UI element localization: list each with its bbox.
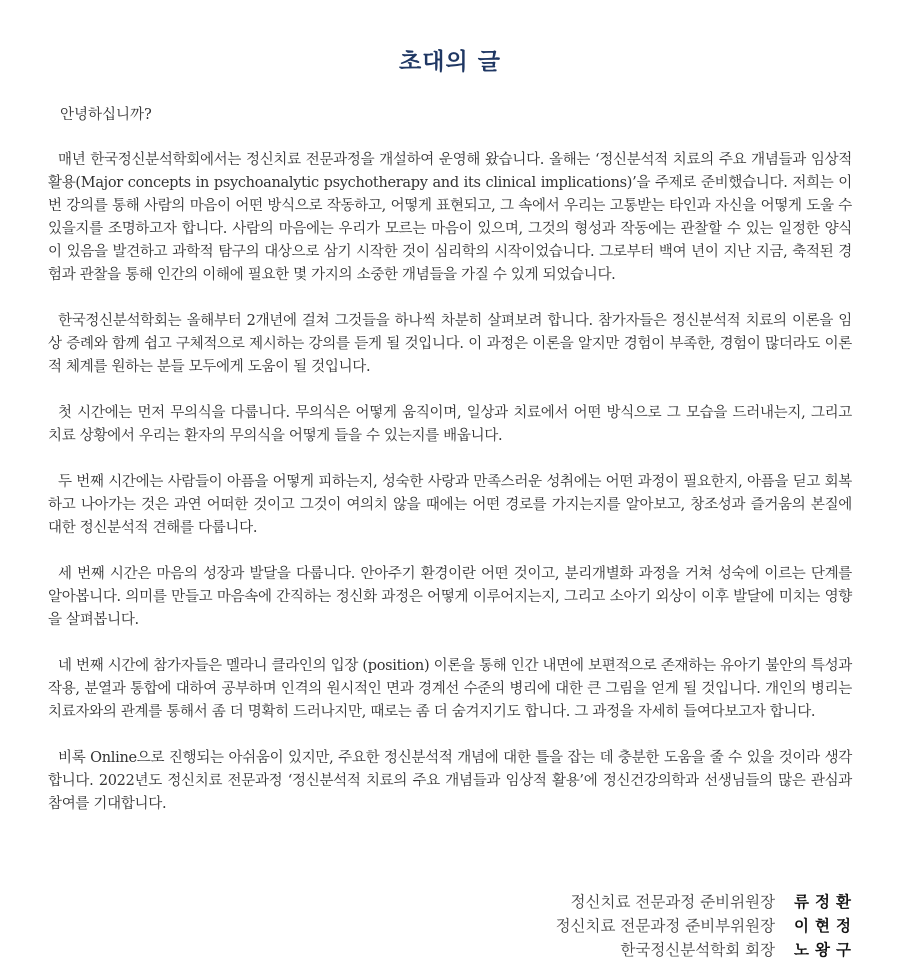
signature-name: 류정환: [794, 893, 857, 911]
page-title: 초대의 글: [399, 49, 501, 75]
paragraph-session-2: 두 번째 시간에는 사람들이 아픔을 어떻게 피하는지, 성숙한 사랑과 만족스러운 성취에는 어떤 과정이 필요한지, 아픔을 딛고 회복하고 나아가는 것은 과연 어떠한 것이고 그것이 여의치 않을 때에는 어떤 경로를 가지는지를 알아보고, 창조성과 즐거움의 본질에 대한 정신분석적 견해를 다룹니다.: [48, 474, 852, 536]
signature-role: 정신치료 전문과정 준비부위원장: [555, 917, 776, 935]
paragraph-closing: 비록 Online으로 진행되는 아쉬움이 있지만, 주요한 정신분석적 개념에 대한 틀을 잡는 데 충분한 도움을 줄 수 있을 것이라 생각합니다. 2022년도 정신치료 전문과정 ‘정신분석적 치료의 주요 개념들과 임상적 활용’에 정신건강의학과 선생님들의 많은 관심과 참여를 기대합니다.: [48, 750, 852, 812]
paragraph-program-overview: 한국정신분석학회는 올해부터 2개년에 걸쳐 그것들을 하나씩 차분히 살펴보려 합니다. 참가자들은 정신분석적 치료의 이론을 임상 증례와 함께 쉽고 구체적으로 제시하는 강의를 듣게 될 것입니다. 이 과정은 이론을 알지만 경험이 부족한, 경험이 많더라도 이론적 체계를 원하는 분들 모두에게 도움이 될 것입니다.: [48, 313, 852, 375]
signature-name: 이현정: [794, 917, 857, 935]
signature-line: [556, 890, 857, 914]
signature-line: [555, 914, 857, 938]
paragraph-session-3: 세 번째 시간은 마음의 성장과 발달을 다룹니다. 안아주기 환경이란 어떤 것이고, 분리개별화 과정을 거쳐 성숙에 이르는 단계를 알아봅니다. 의미를 만들고 마음속에 간직하는 정신화 과정은 어떻게 이루어지는지, 그리고 소아기 외상이 이후 발달에 미치는 영향을 살펴봅니다.: [48, 566, 852, 628]
signature-role: 정신치료 전문과정 준비위원장: [570, 893, 776, 911]
signature-block: [555, 890, 857, 962]
greeting: 안녕하십니까?: [60, 107, 152, 123]
signature-line: [556, 938, 857, 962]
signature-name: 노왕구: [794, 941, 857, 959]
signature-role: 한국정신분석학회 회장: [620, 941, 776, 959]
paragraph-session-4: 네 번째 시간에 참가자들은 멜라니 클라인의 입장 (position) 이론을 통해 인간 내면에 보편적으로 존재하는 유아기 불안의 특성과 작용, 분열과 통합에 대하여 공부하며 인격의 원시적인 면과 경계선 수준의 병리에 대한 큰 그림을 얻게 될 것입니다. 개인의 병리는 치료자와의 관계를 통해서 좀 더 명확히 드러나지만, 때로는 좀 더 숨겨지기도 합니다. 그 과정을 자세히 들여다보고자 합니다.: [48, 658, 852, 720]
paragraph-intro: 매년 한국정신분석학회에서는 정신치료 전문과정을 개설하여 운영해 왔습니다. 올해는 ‘정신분석적 치료의 주요 개념들과 임상적 활용(Major concepts in psychoanalytic psychotherapy and its clinical implications)’을 주제로 준비했습니다. 저희는 이번 강의를 통해 사람의 마음이 어떤 방식으로 작동하고, 어떻게 표현되고, 그 속에서 우리는 고통받는 타인과 자신을 어떻게 도울 수 있을지를 조명하고자 합니다. 사람의 마음에는 우리가 모르는 마음이 있으며, 그것의 형성과 작동에는 관찰할 수 있는 일정한 양식이 있음을 발견하고 과학적 탐구의 대상으로 삼기 시작한 것이 심리학의 시작이었습니다. 그로부터 백여 년이 지난 지금, 축적된 경험과 관찰을 통해 인간의 이해에 필요한 몇 가지의 소중한 개념들을 가질 수 있게 되었습니다.: [48, 152, 852, 283]
paragraph-session-1: 첫 시간에는 먼저 무의식을 다룹니다. 무의식은 어떻게 움직이며, 일상과 치료에서 어떤 방식으로 그 모습을 드러내는지, 그리고 치료 상황에서 우리는 환자의 무의식을 어떻게 들을 수 있는지를 배웁니다.: [48, 405, 852, 444]
